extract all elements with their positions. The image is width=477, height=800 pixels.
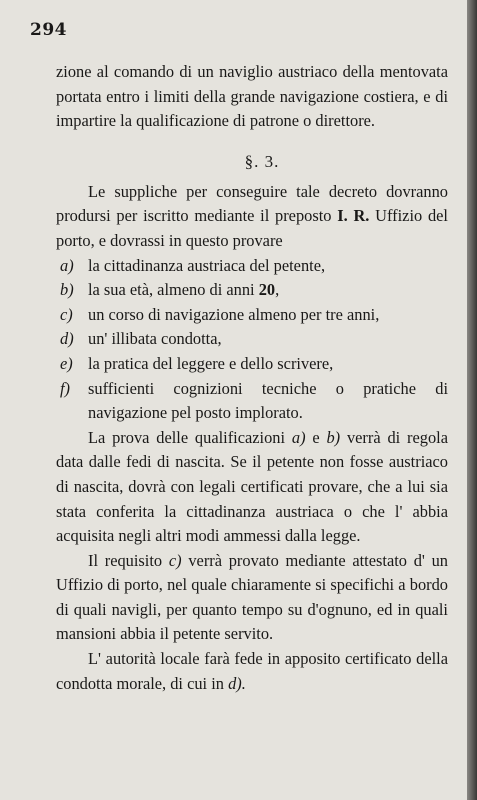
- list-item-text: un corso di navigazione almeno per tre anni,: [88, 304, 380, 324]
- list-item-text: sufficienti cognizioni tecniche o pratiche di navigazione pel posto implorato.: [88, 378, 448, 423]
- list-item-text: la pratica del leggere e dello scrivere,: [88, 353, 334, 373]
- reference-a: a): [291, 427, 306, 447]
- paragraph-autorita: [56, 647, 448, 696]
- list-marker: a): [60, 255, 74, 275]
- list-marker: e): [60, 353, 73, 373]
- list-marker: d): [60, 329, 74, 349]
- requirements-list: [56, 254, 448, 426]
- list-item-text-a: la sua età, almeno di anni: [88, 280, 255, 300]
- list-marker: b): [60, 280, 74, 300]
- list-marker: c): [60, 304, 73, 324]
- paragraph-text-end: Uffizio del porto, e dovrassi in questo provare: [56, 206, 448, 250]
- page-body: [56, 60, 448, 696]
- paragraph-requisito: [56, 549, 448, 647]
- list-item: [56, 377, 448, 426]
- page-edge-shadow: [467, 0, 477, 800]
- conjunction: e: [312, 427, 320, 447]
- list-item: [56, 352, 448, 377]
- list-marker: f): [60, 378, 71, 398]
- paragraph-text: Le suppliche per conseguire tale decreto dovranno prodursi per iscritto mediante il preposto: [56, 181, 448, 226]
- opening-paragraph: zione al comando di un naviglio austriaco della mentovata portata entro i limiti della grande navigazione costiera, e di impartire la qualificazione di patrone o direttore.: [56, 62, 448, 131]
- age-number: 20: [258, 280, 276, 300]
- paragraph-text-a: Il requisito: [88, 550, 163, 570]
- list-item-text: [88, 278, 448, 303]
- paragraph-text-b: verrà di regola data dalle fedi di nascita. Se il petente non fosse austriaco di nascita, dovrà con legali certificati provare, che a lui sia stata conferita la cittadinanza austriaca o che l' abbia acquisita negli altri modi ammessi dalla legge.: [56, 427, 448, 546]
- list-item-text: un' illibata condotta,: [88, 329, 222, 349]
- paragraph-text-a: La prova delle qualificazioni: [88, 427, 286, 447]
- paragraph-text-b: verrà provato mediante attestato d' un Uffizio di porto, nel quale chiaramente si specifichi a bordo di quali navigli, per quanto tempo su d'ognuno, ed in quali mansioni abbia il petente servito.: [56, 550, 448, 644]
- list-item: [56, 303, 448, 328]
- paragraph-prova: [56, 426, 448, 549]
- paragraph-suppliche: [56, 180, 448, 254]
- paragraph-text-a: L' autorità locale farà fede in apposito certificato della condotta morale, di cui in: [56, 649, 448, 693]
- list-item: [56, 327, 448, 352]
- list-item-text: la cittadinanza austriaca del petente,: [88, 255, 326, 275]
- reference-b: b): [326, 427, 341, 447]
- list-item: [56, 254, 448, 279]
- page-number: 294: [30, 20, 67, 40]
- section-heading: §. 3.: [244, 151, 280, 171]
- list-item: [56, 278, 448, 303]
- reference-c: c): [168, 550, 182, 570]
- list-item-text-end: ,: [275, 280, 280, 300]
- reference-d: d).: [228, 673, 246, 693]
- office-abbreviation: I. R.: [337, 206, 370, 226]
